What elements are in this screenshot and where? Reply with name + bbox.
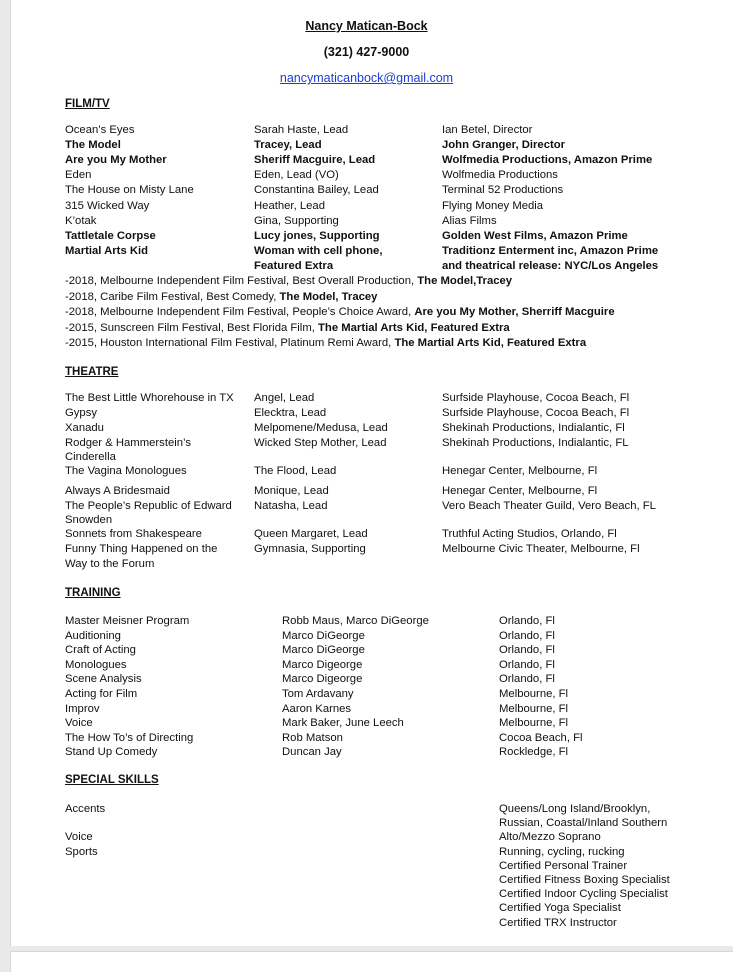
award-credit: Are you My Mother, Sherriff Macguire [414, 306, 615, 318]
film-role: Eden, Lead (VO) [254, 169, 339, 181]
training-row [0, 643, 733, 658]
theatre-role: Melpomene/Medusa, Lead [254, 422, 388, 434]
award-line [65, 321, 510, 336]
film-row [0, 214, 733, 229]
skill-value: Alto/Mezzo Soprano [499, 831, 601, 844]
training-location: Orlando, Fl [499, 673, 555, 686]
film-production: Golden West Films, Amazon Prime [442, 230, 628, 242]
training-row [0, 687, 733, 702]
theatre-row [0, 421, 733, 436]
theatre-role: Elecktra, Lead [254, 407, 327, 419]
training-instructor: Aaron Karnes [282, 702, 352, 715]
theatre-show: The Vagina Monologues [65, 465, 187, 477]
award-text: -2018, Caribe Film Festival, Best Comedy, [65, 290, 280, 303]
theatre-row [0, 499, 733, 514]
award-line [65, 305, 615, 320]
award-text: -2015, Sunscreen Film Festival, Best Florida Film, [65, 321, 319, 334]
training-location: Orlando, Fl [499, 629, 555, 642]
theatre-role: Queen Margaret, Lead [254, 528, 368, 540]
theatre-show: Cinderella [65, 451, 116, 463]
award-line [65, 336, 586, 351]
award-text: -2015, Houston International Film Festival, Platinum Remi Award, [65, 337, 395, 349]
skill-label: Voice [65, 831, 93, 843]
training-row [0, 702, 733, 717]
training-course: The How To’s of Directing [65, 731, 194, 744]
skill-value: Queens/Long Island/Brooklyn, [499, 803, 651, 815]
phone-number: (321) 427-9000 [323, 45, 410, 59]
training-course: Master Meisner Program [65, 615, 190, 627]
training-row [0, 672, 733, 687]
theatre-row [0, 450, 733, 465]
theatre-venue: Surfside Playhouse, Cocoa Beach, Fl [442, 407, 630, 419]
training-course: Craft of Acting [65, 644, 136, 657]
award-text: -2018, Melbourne Independent Film Festival, Best Overall Production, [65, 275, 418, 287]
training-location: Orlando, Fl [499, 658, 555, 671]
training-course: Voice [65, 717, 93, 730]
film-production: John Granger, Director [442, 139, 566, 151]
training-course: Auditioning [65, 629, 121, 642]
film-row [0, 259, 733, 274]
training-course: Acting for Film [65, 688, 138, 700]
theatre-venue: Vero Beach Theater Guild, Vero Beach, FL [442, 500, 656, 512]
section-title-theatre: THEATRE [65, 366, 119, 378]
theatre-row [0, 391, 733, 406]
skill-value: Certified Indoor Cycling Specialist [499, 888, 668, 901]
film-row [0, 168, 733, 183]
training-instructor: Mark Baker, June Leech [282, 717, 404, 730]
skill-value-row [0, 901, 733, 916]
film-title: Tattletale Corpse [65, 230, 156, 242]
skill-value: Certified Yoga Specialist [499, 902, 621, 915]
film-title: Martial Arts Kid [65, 245, 149, 257]
film-role: Constantina Bailey, Lead [254, 184, 379, 196]
award-credit: The Martial Arts Kid, Featured Extra [318, 321, 510, 334]
film-production: Terminal 52 Productions [442, 184, 564, 196]
film-role: Woman with cell phone, [254, 245, 383, 257]
theatre-row [0, 484, 733, 499]
next-page-edge [10, 951, 733, 972]
theatre-show: Xanadu [65, 422, 104, 434]
theatre-show: Snowden [65, 514, 113, 526]
film-title: Are you My Mother [65, 154, 167, 166]
training-course: Improv [65, 702, 100, 715]
theatre-show: The Best Little Whorehouse in TX [65, 392, 234, 404]
section-title-training: TRAINING [65, 587, 121, 599]
training-row [0, 629, 733, 644]
film-title: K’otak [65, 215, 97, 227]
training-course: Stand Up Comedy [65, 746, 158, 759]
film-title: Ocean’s Eyes [65, 124, 135, 136]
email-link[interactable]: nancymaticanbock@gmail.com [279, 71, 454, 85]
theatre-role: Gymnasia, Supporting [254, 543, 366, 555]
training-row [0, 745, 733, 760]
film-production: Wolfmedia Productions, Amazon Prime [442, 154, 653, 166]
skill-label: Sports [65, 846, 98, 858]
skill-value: Certified TRX Instructor [499, 916, 617, 929]
theatre-show: Way to the Forum [65, 558, 155, 570]
theatre-venue: Shekinah Productions, Indialantic, Fl [442, 422, 625, 434]
film-title: The Model [65, 139, 121, 151]
training-instructor: Duncan Jay [282, 746, 342, 759]
theatre-show: Gypsy [65, 407, 98, 419]
theatre-row [0, 557, 733, 572]
film-production: Flying Money Media [442, 200, 544, 212]
theatre-venue: Truthful Acting Studios, Orlando, Fl [442, 528, 617, 540]
film-title: 315 Wicked Way [65, 200, 150, 212]
training-row [0, 614, 733, 629]
training-course: Scene Analysis [65, 673, 142, 686]
award-line [65, 290, 377, 305]
theatre-venue: Henegar Center, Melbourne, Fl [442, 485, 598, 497]
theatre-row [0, 436, 733, 451]
training-instructor: Rob Matson [282, 731, 343, 744]
film-role: Lucy jones, Supporting [254, 230, 380, 242]
film-row [0, 244, 733, 259]
film-role: Sheriff Macguire, Lead [254, 154, 376, 166]
resume-name: Nancy Matican-Bock [305, 19, 428, 33]
section-title-special-skills: SPECIAL SKILLS [65, 774, 159, 786]
training-instructor: Marco DiGeorge [282, 644, 365, 657]
film-role: Sarah Haste, Lead [254, 124, 349, 136]
film-role: Gina, Supporting [254, 215, 339, 227]
theatre-show: Funny Thing Happened on the [65, 543, 218, 555]
skill-value: Certified Fitness Boxing Specialist [499, 874, 670, 886]
film-title: The House on Misty Lane [65, 184, 194, 196]
skill-value: Running, cycling, rucking [499, 845, 625, 858]
skill-value-row [0, 916, 733, 931]
training-instructor: Tom Ardavany [282, 688, 354, 700]
training-location: Melbourne, Fl [499, 702, 569, 715]
theatre-venue: Melbourne Civic Theater, Melbourne, Fl [442, 543, 640, 555]
film-role: Heather, Lead [254, 200, 325, 212]
theatre-row [0, 527, 733, 542]
theatre-show: The People’s Republic of Edward [65, 500, 232, 512]
film-production: Wolfmedia Productions [442, 169, 558, 181]
theatre-role: The Flood, Lead [254, 465, 337, 477]
training-location: Orlando, Fl [499, 644, 555, 657]
theatre-show: Sonnets from Shakespeare [65, 528, 202, 540]
theatre-role: Natasha, Lead [254, 500, 328, 512]
award-line [65, 274, 512, 289]
skill-value-row [0, 830, 733, 845]
award-credit: The Martial Arts Kid, Featured Extra [394, 337, 587, 349]
film-production: Ian Betel, Director [442, 124, 533, 136]
theatre-row [0, 464, 733, 479]
training-row [0, 731, 733, 746]
film-row [0, 183, 733, 198]
skill-value: Certified Personal Trainer [499, 859, 628, 872]
theatre-row [0, 513, 733, 528]
film-role: Tracey, Lead [254, 139, 322, 151]
film-production: Alias Films [442, 215, 497, 227]
theatre-show: Always A Bridesmaid [65, 485, 170, 497]
theatre-venue: Surfside Playhouse, Cocoa Beach, Fl [442, 392, 630, 404]
film-production: Traditionz Enterment inc, Amazon Prime [442, 245, 659, 257]
training-location: Cocoa Beach, Fl [499, 731, 583, 744]
award-credit: The Model,Tracey [417, 275, 513, 287]
film-row [0, 138, 733, 153]
skill-label: Accents [65, 803, 106, 815]
film-role: Featured Extra [254, 260, 334, 272]
film-production: and theatrical release: NYC/Los Angeles [442, 260, 659, 272]
skill-value-row [0, 802, 733, 817]
film-row [0, 229, 733, 244]
film-title: Eden [65, 169, 92, 181]
training-instructor: Marco Digeorge [282, 673, 363, 686]
theatre-venue: Shekinah Productions, Indialantic, FL [442, 437, 629, 449]
training-location: Melbourne, Fl [499, 717, 569, 730]
theatre-show: Rodger & Hammerstein’s [65, 437, 191, 449]
theatre-role: Wicked Step Mother, Lead [254, 437, 387, 449]
training-location: Rockledge, Fl [499, 746, 569, 759]
training-location: Melbourne, Fl [499, 688, 569, 700]
theatre-row [0, 542, 733, 557]
training-location: Orlando, Fl [499, 615, 555, 627]
award-credit: The Model, Tracey [279, 290, 378, 303]
skill-value-row [0, 887, 733, 902]
training-instructor: Marco Digeorge [282, 658, 363, 671]
section-title-film-tv: FILM/TV [65, 98, 110, 110]
award-text: -2018, Melbourne Independent Film Festival, People’s Choice Award, [65, 306, 415, 318]
training-instructor: Marco DiGeorge [282, 629, 365, 642]
training-row [0, 716, 733, 731]
skill-value-row [0, 859, 733, 874]
theatre-role: Angel, Lead [254, 392, 315, 404]
theatre-venue: Henegar Center, Melbourne, Fl [442, 465, 598, 477]
training-instructor: Robb Maus, Marco DiGeorge [282, 615, 429, 627]
skill-value-row [0, 816, 733, 831]
training-course: Monologues [65, 658, 127, 671]
film-row [0, 123, 733, 138]
training-row [0, 658, 733, 673]
film-row [0, 199, 733, 214]
film-row [0, 153, 733, 168]
skill-value-row [0, 873, 733, 888]
theatre-role: Monique, Lead [254, 485, 329, 497]
skill-value: Russian, Coastal/Inland Southern [499, 817, 668, 830]
theatre-row [0, 406, 733, 421]
skill-value-row [0, 845, 733, 860]
